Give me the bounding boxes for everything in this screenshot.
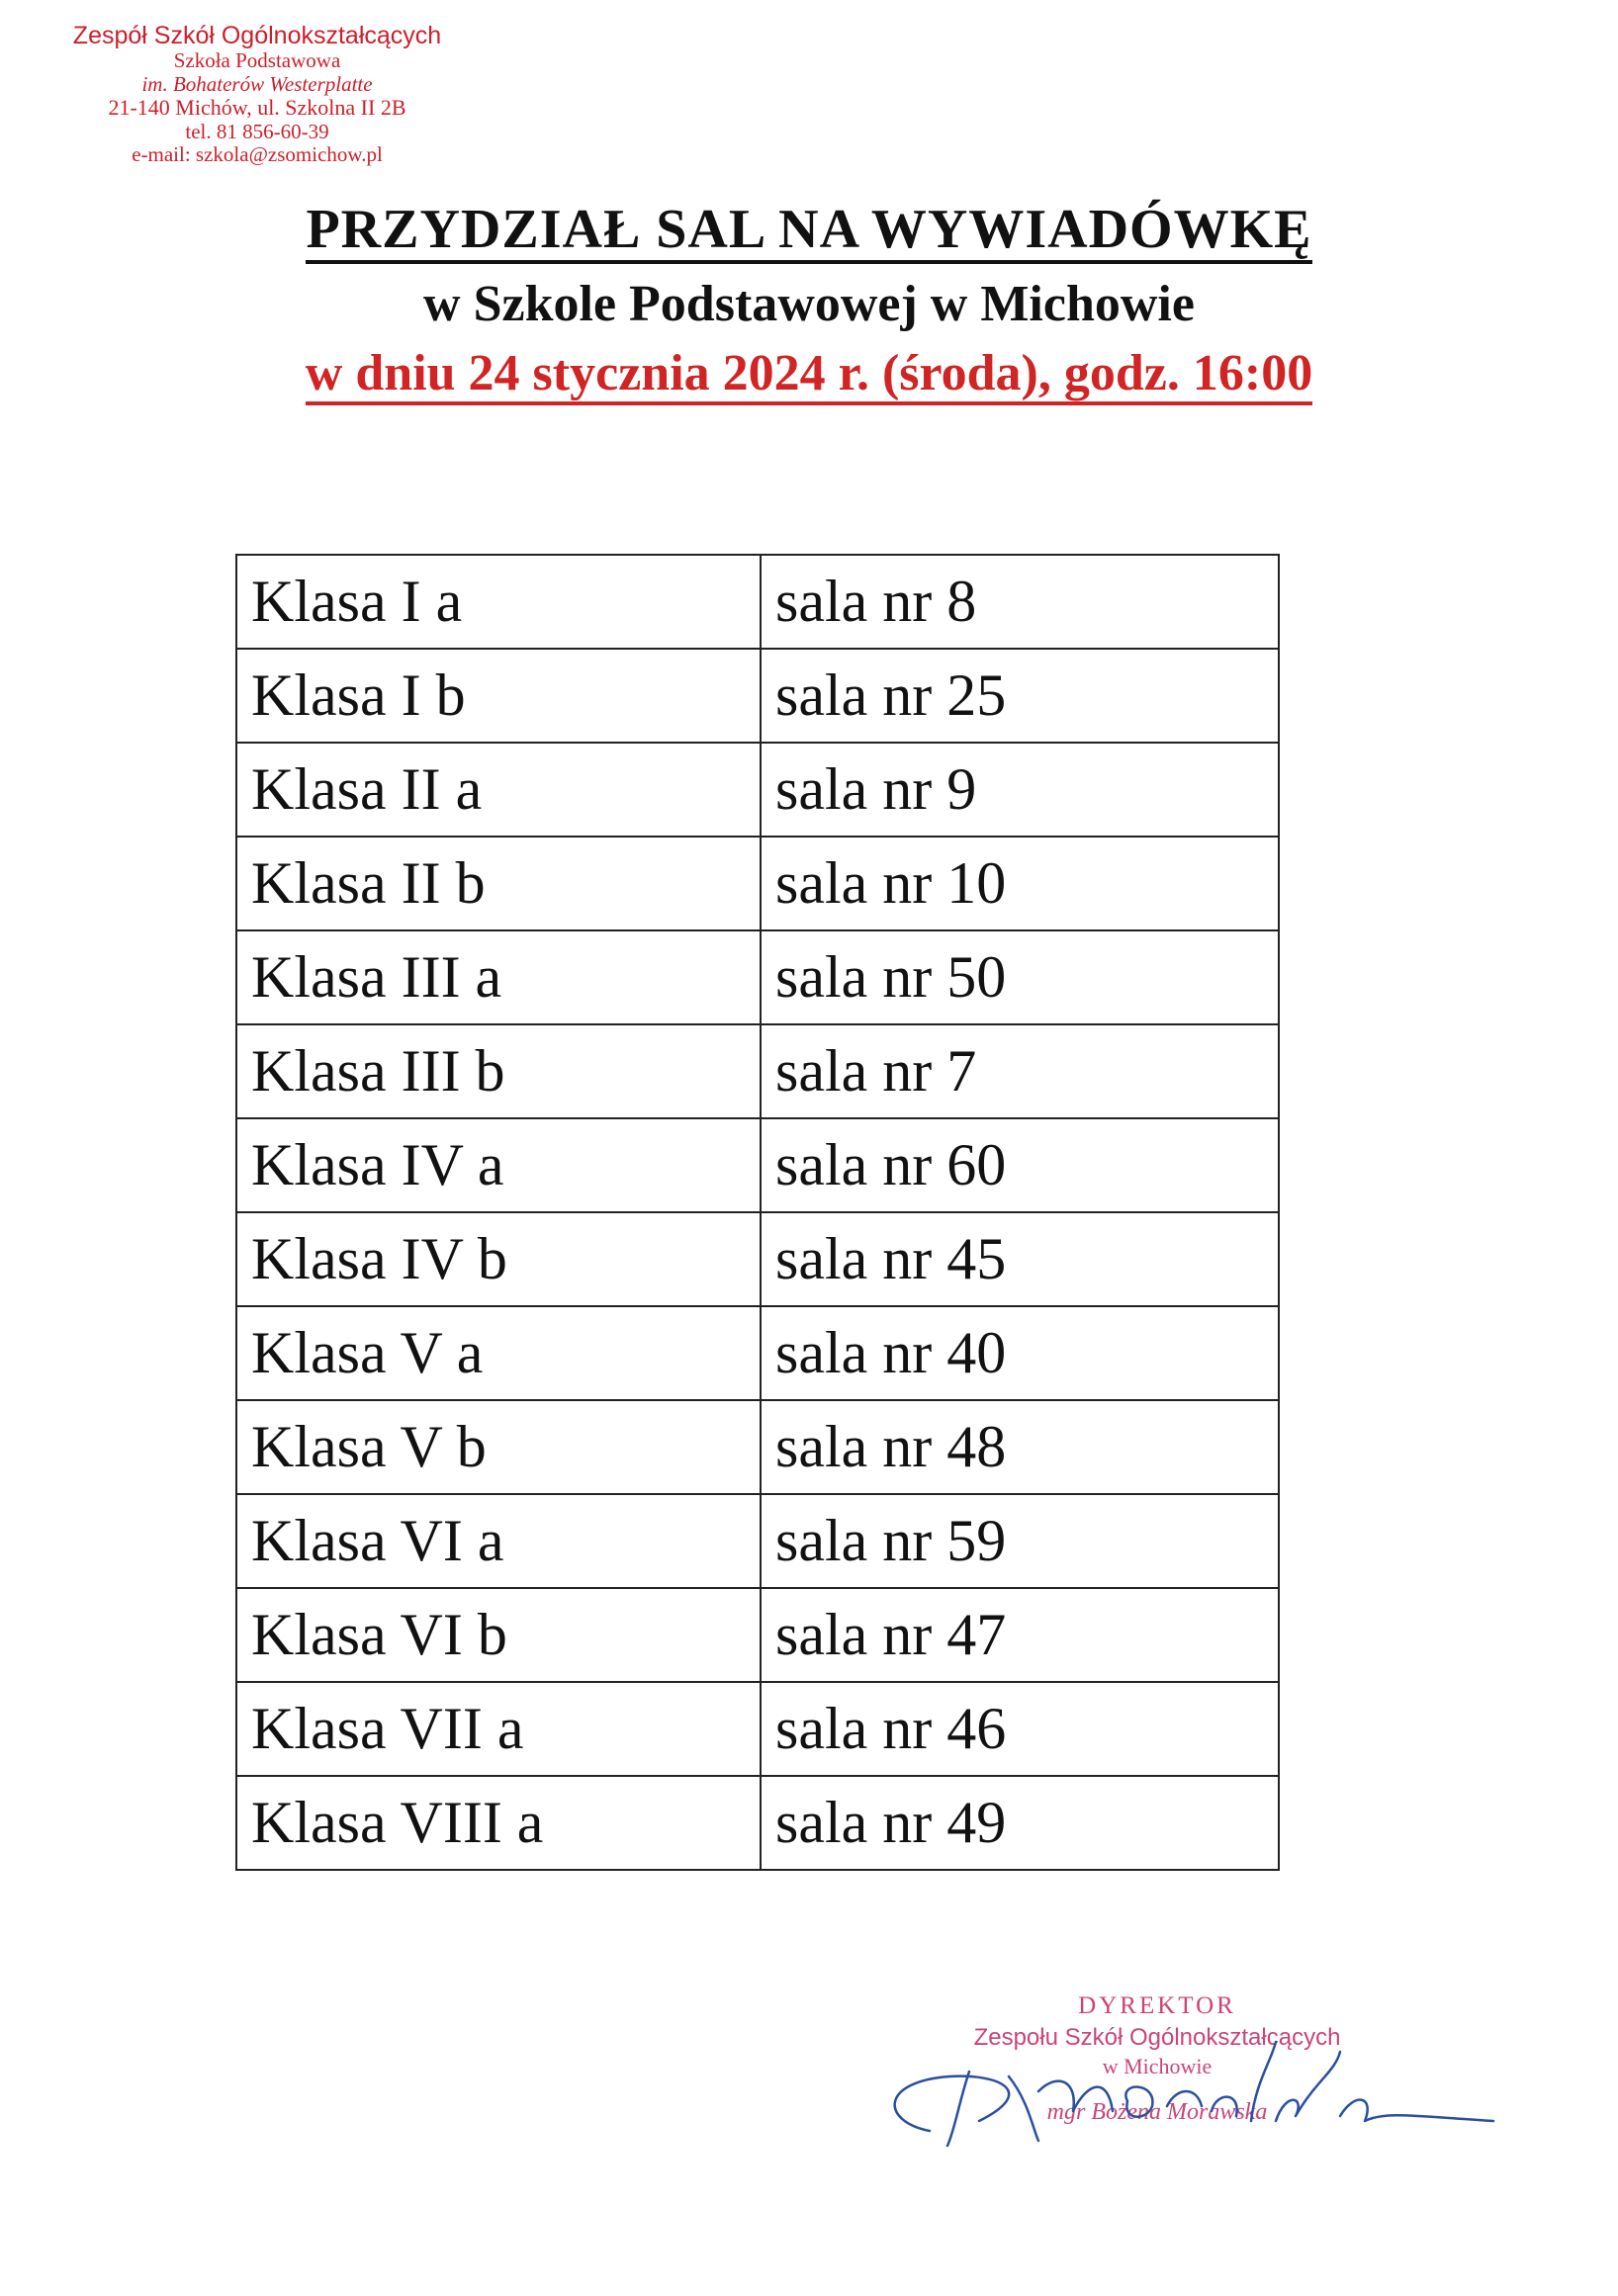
room-cell: sala nr 7 [761,1024,1279,1118]
table-row [236,1024,1279,1118]
stamp-phone: tel. 81 856-60-39 [185,119,329,143]
class-cell: Klasa II b [236,837,761,930]
page-subtitle: w Szkole Podstawowej w Michowie [423,276,1195,332]
room-cell: sala nr 59 [761,1494,1279,1588]
room-cell: sala nr 25 [761,649,1279,743]
date-line-text: w dniu 24 stycznia 2024 r. (środa), godz. 16:00 [306,345,1312,405]
signature-title: DYREKTOR [1078,1992,1236,2019]
room-cell: sala nr 9 [761,743,1279,837]
table-row [236,649,1279,743]
class-cell: Klasa I b [236,649,761,743]
class-cell: Klasa III b [236,1024,761,1118]
room-cell: sala nr 60 [761,1118,1279,1212]
school-stamp [59,22,455,167]
table-row [236,1588,1279,1682]
table-row [236,1494,1279,1588]
page-title [0,198,1618,261]
class-cell: Klasa IV a [236,1118,761,1212]
stamp-school: Szkoła Podstawowa [173,48,341,72]
signature-town: w Michowie [1102,2054,1213,2078]
table-row [236,743,1279,837]
class-cell: Klasa I a [236,555,761,649]
table-row [236,837,1279,930]
table-row [236,555,1279,649]
stamp-patron: im. Bohaterów Westerplatte [141,71,373,96]
signature-organization: Zespołu Szkół Ogólnokształcących [973,2024,1341,2051]
page-title-text: PRZYDZIAŁ SAL NA WYWIADÓWKĘ [306,199,1311,264]
room-cell: sala nr 45 [761,1212,1279,1306]
room-cell: sala nr 50 [761,930,1279,1024]
table-row [236,1306,1279,1400]
table-row [236,930,1279,1024]
class-cell: Klasa II a [236,743,761,837]
class-cell: Klasa VI a [236,1494,761,1588]
class-cell: Klasa V b [236,1400,761,1494]
room-assignment-body [236,555,1279,1870]
room-cell: sala nr 47 [761,1588,1279,1682]
room-cell: sala nr 40 [761,1306,1279,1400]
handwritten-signature [860,1983,1553,2161]
date-line [0,344,1618,402]
table-row [236,1118,1279,1212]
class-cell: Klasa IV b [236,1212,761,1306]
table-row [236,1682,1279,1776]
class-cell: Klasa VII a [236,1682,761,1776]
room-cell: sala nr 8 [761,555,1279,649]
signature-person: mgr Bożena Morawska [1046,2099,1268,2125]
room-cell: sala nr 48 [761,1400,1279,1494]
signature-block [860,1983,1553,2161]
room-cell: sala nr 49 [761,1776,1279,1870]
room-cell: sala nr 46 [761,1682,1279,1776]
stamp-school-complex: Zespół Szkół Ogólnokształcących [72,22,442,49]
stamp-address: 21-140 Michów, ul. Szkolna II 2B [108,95,406,121]
class-cell: Klasa V a [236,1306,761,1400]
table-row [236,1776,1279,1870]
table-row [236,1212,1279,1306]
class-cell: Klasa VIII a [236,1776,761,1870]
stamp-email: e-mail: szkola@zsomichow.pl [132,142,383,167]
room-cell: sala nr 10 [761,837,1279,930]
table-row [236,1400,1279,1494]
room-assignment-table [235,554,1280,1871]
class-cell: Klasa III a [236,930,761,1024]
class-cell: Klasa VI b [236,1588,761,1682]
